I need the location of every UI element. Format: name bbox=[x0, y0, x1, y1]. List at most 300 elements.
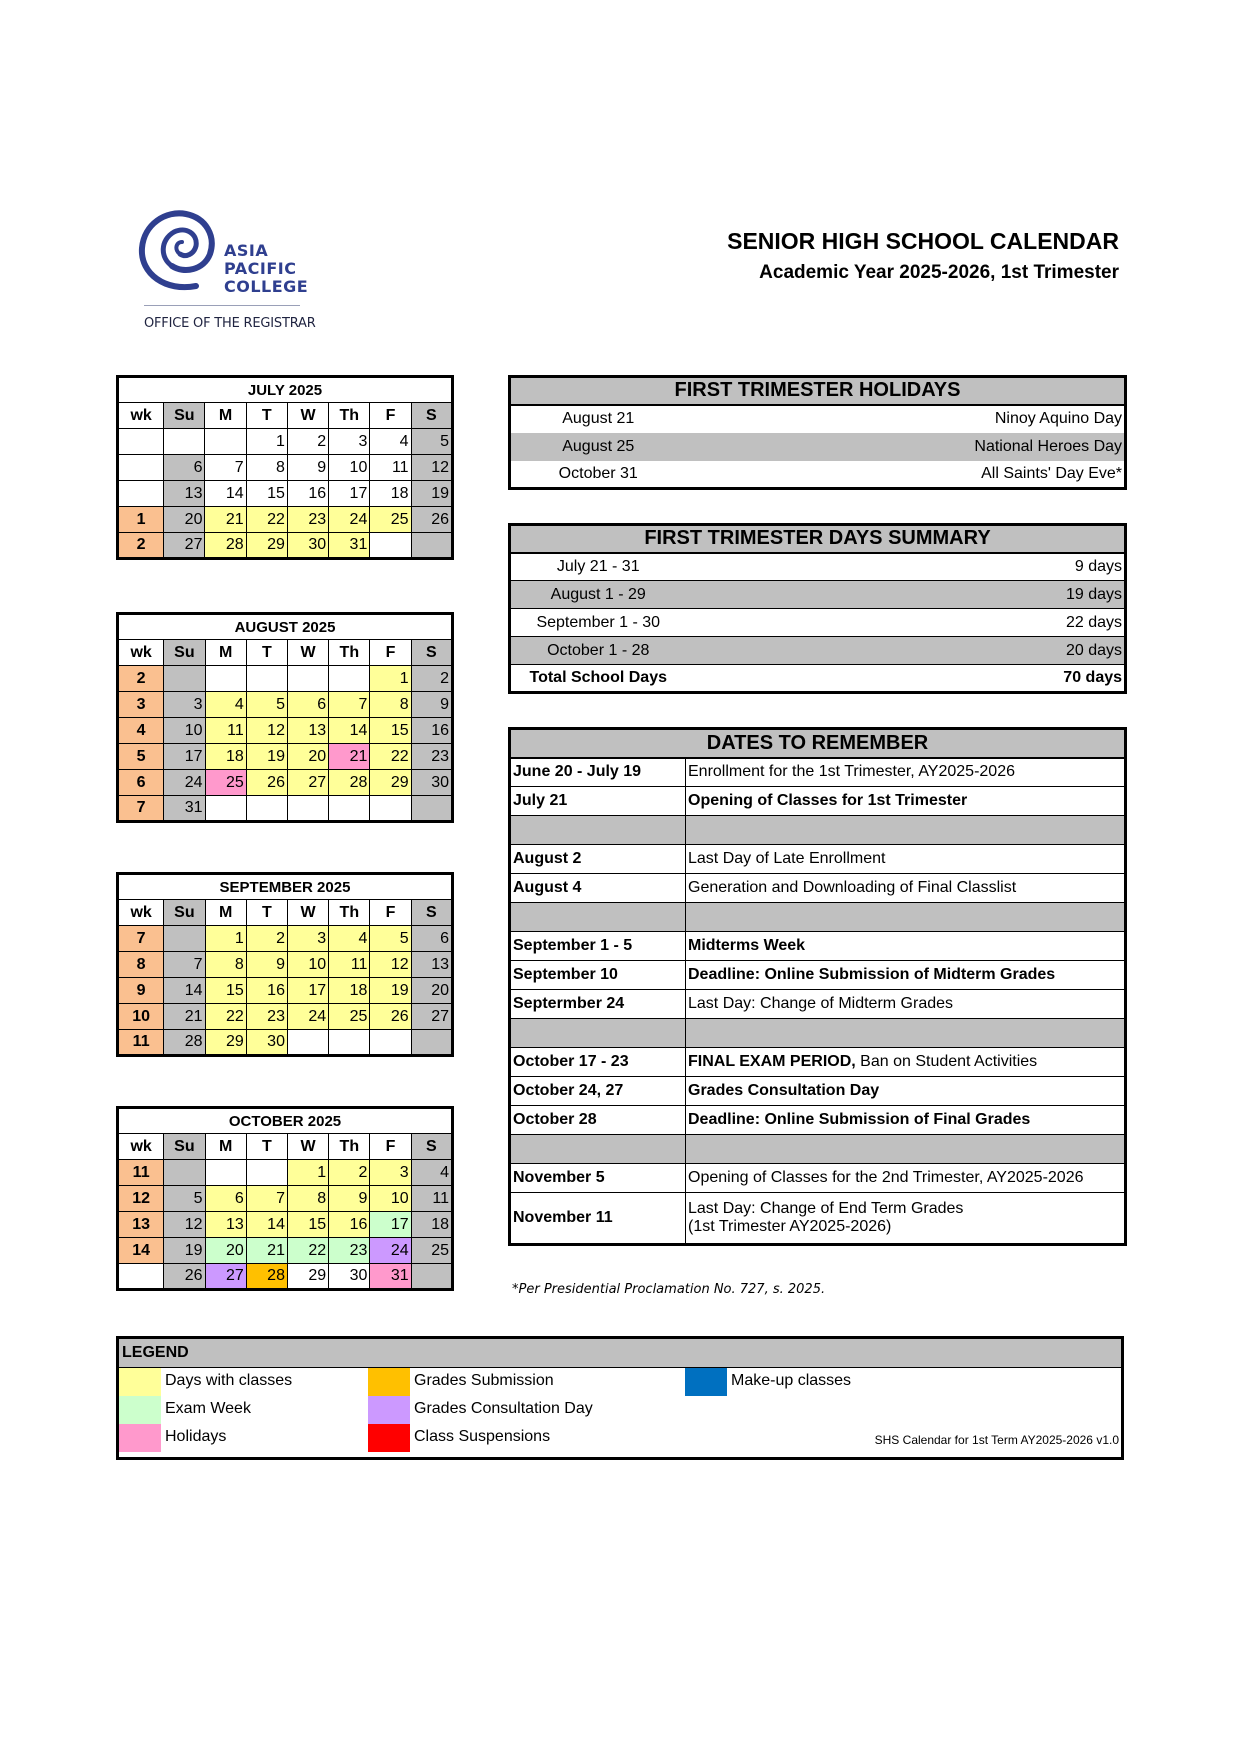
day-header: W bbox=[287, 640, 328, 666]
day-cell: 7 bbox=[205, 455, 246, 481]
summary-range: October 1 - 28 bbox=[510, 637, 686, 665]
page-subtitle: Academic Year 2025-2026, 1st Trimester bbox=[759, 262, 1119, 283]
day-header: M bbox=[205, 403, 246, 429]
day-cell: 23 bbox=[329, 1238, 370, 1264]
week-row bbox=[118, 1186, 453, 1212]
day-cell: 27 bbox=[205, 1264, 246, 1290]
day-cell: 20 bbox=[287, 744, 328, 770]
day-cell: 13 bbox=[164, 481, 205, 507]
day-cell bbox=[370, 533, 411, 559]
week-row bbox=[118, 926, 453, 952]
spacer-cell bbox=[510, 1019, 686, 1048]
week-number: 8 bbox=[118, 952, 164, 978]
day-cell: 8 bbox=[370, 692, 411, 718]
day-cell: 18 bbox=[370, 481, 411, 507]
day-header: wk bbox=[118, 1134, 164, 1160]
day-cell bbox=[411, 796, 452, 822]
spacer-cell bbox=[510, 1135, 686, 1164]
spacer-cell bbox=[686, 1019, 1126, 1048]
holiday-row bbox=[510, 461, 1126, 489]
day-cell: 20 bbox=[164, 507, 205, 533]
day-cell: 6 bbox=[164, 455, 205, 481]
day-cell: 25 bbox=[411, 1238, 452, 1264]
week-number: 5 bbox=[118, 744, 164, 770]
day-cell: 29 bbox=[370, 770, 411, 796]
day-cell: 14 bbox=[205, 481, 246, 507]
event-date: August 2 bbox=[510, 845, 686, 874]
day-header: Su bbox=[164, 900, 205, 926]
legend-swatch bbox=[685, 1368, 727, 1396]
day-cell: 1 bbox=[287, 1160, 328, 1186]
day-cell: 28 bbox=[246, 1264, 287, 1290]
summary-total-row bbox=[510, 665, 1126, 693]
event-description bbox=[686, 787, 1126, 816]
month-title: AUGUST 2025 bbox=[118, 614, 453, 640]
day-header: F bbox=[370, 640, 411, 666]
college-logo bbox=[136, 208, 316, 338]
version-label: SHS Calendar for 1st Term AY2025-2026 v1.0 bbox=[874, 1433, 1119, 1447]
event-description bbox=[686, 845, 1126, 874]
event-description bbox=[686, 932, 1126, 961]
holidays-title: FIRST TRIMESTER HOLIDAYS bbox=[510, 377, 1126, 405]
day-header: W bbox=[287, 1134, 328, 1160]
day-cell: 24 bbox=[329, 507, 370, 533]
spacer-row bbox=[510, 903, 1126, 932]
day-cell: 16 bbox=[411, 718, 452, 744]
event-date: October 28 bbox=[510, 1106, 686, 1135]
day-cell: 21 bbox=[246, 1238, 287, 1264]
week-row bbox=[118, 481, 453, 507]
day-cell: 13 bbox=[287, 718, 328, 744]
day-header: Th bbox=[329, 640, 370, 666]
week-number bbox=[118, 481, 164, 507]
day-cell: 5 bbox=[411, 429, 452, 455]
day-header: S bbox=[411, 403, 452, 429]
spacer-cell bbox=[686, 1135, 1126, 1164]
day-header: S bbox=[411, 900, 452, 926]
event-date: September 10 bbox=[510, 961, 686, 990]
day-cell: 30 bbox=[411, 770, 452, 796]
day-cell: 26 bbox=[411, 507, 452, 533]
day-cell bbox=[164, 666, 205, 692]
event-description bbox=[686, 874, 1126, 903]
event-bold-text: Deadline: Online Submission of Final Grades bbox=[688, 1111, 1031, 1128]
day-cell: 12 bbox=[370, 952, 411, 978]
day-cell: 4 bbox=[411, 1160, 452, 1186]
date-row bbox=[510, 932, 1126, 961]
day-cell: 17 bbox=[287, 978, 328, 1004]
day-header: T bbox=[246, 1134, 287, 1160]
day-cell: 21 bbox=[205, 507, 246, 533]
day-cell bbox=[205, 796, 246, 822]
day-header: M bbox=[205, 900, 246, 926]
legend-swatch bbox=[368, 1368, 410, 1396]
day-cell: 19 bbox=[370, 978, 411, 1004]
day-header: S bbox=[411, 640, 452, 666]
day-cell: 12 bbox=[164, 1212, 205, 1238]
month-calendar bbox=[116, 872, 454, 1057]
event-text: Opening of Classes for the 2nd Trimester, AY2025-2026 bbox=[688, 1169, 1084, 1186]
week-row bbox=[118, 796, 453, 822]
summary-days: 9 days bbox=[686, 553, 1126, 581]
event-bold-text: Midterms Week bbox=[688, 937, 806, 954]
week-number: 2 bbox=[118, 666, 164, 692]
days-summary-table bbox=[508, 523, 1127, 694]
event-date: October 17 - 23 bbox=[510, 1048, 686, 1077]
day-header: M bbox=[205, 640, 246, 666]
day-cell: 17 bbox=[329, 481, 370, 507]
event-description bbox=[686, 1077, 1126, 1106]
day-header: wk bbox=[118, 640, 164, 666]
day-cell bbox=[287, 666, 328, 692]
month-title: JULY 2025 bbox=[118, 377, 453, 403]
day-cell: 22 bbox=[370, 744, 411, 770]
day-cell bbox=[287, 1030, 328, 1056]
event-description bbox=[686, 990, 1126, 1019]
day-header: Su bbox=[164, 403, 205, 429]
day-cell: 31 bbox=[370, 1264, 411, 1290]
day-cell bbox=[164, 926, 205, 952]
summary-row bbox=[510, 609, 1126, 637]
event-date: August 4 bbox=[510, 874, 686, 903]
day-cell: 30 bbox=[287, 533, 328, 559]
day-cell: 14 bbox=[164, 978, 205, 1004]
date-row bbox=[510, 1077, 1126, 1106]
date-row bbox=[510, 961, 1126, 990]
day-header: W bbox=[287, 403, 328, 429]
day-cell: 9 bbox=[246, 952, 287, 978]
event-text: Enrollment for the 1st Trimester, AY2025-2026 bbox=[688, 763, 1015, 781]
date-row bbox=[510, 758, 1126, 787]
legend-swatch bbox=[368, 1424, 410, 1452]
day-cell: 18 bbox=[329, 978, 370, 1004]
day-cell: 12 bbox=[246, 718, 287, 744]
week-row bbox=[118, 1030, 453, 1056]
day-cell bbox=[205, 666, 246, 692]
event-text-line2: (1st Trimester AY2025-2026) bbox=[688, 1218, 892, 1235]
day-cell: 3 bbox=[370, 1160, 411, 1186]
day-cell: 14 bbox=[329, 718, 370, 744]
day-header: Th bbox=[329, 1134, 370, 1160]
day-cell: 30 bbox=[246, 1030, 287, 1056]
holiday-name: All Saints' Day Eve* bbox=[981, 464, 1123, 482]
legend-swatch bbox=[119, 1424, 161, 1452]
week-number: 1 bbox=[118, 507, 164, 533]
day-cell bbox=[205, 429, 246, 455]
legend-label: Make-up classes bbox=[731, 1372, 852, 1389]
spacer-row bbox=[510, 1135, 1126, 1164]
legend-label: Days with classes bbox=[165, 1372, 293, 1389]
day-cell: 24 bbox=[164, 770, 205, 796]
day-cell bbox=[164, 1160, 205, 1186]
day-cell: 30 bbox=[329, 1264, 370, 1290]
summary-days: 19 days bbox=[686, 581, 1126, 609]
week-row bbox=[118, 1212, 453, 1238]
event-date: November 5 bbox=[510, 1164, 686, 1193]
week-number: 14 bbox=[118, 1238, 164, 1264]
day-cell: 29 bbox=[246, 533, 287, 559]
week-row bbox=[118, 692, 453, 718]
event-text: Last Day: Change of End Term Grades bbox=[688, 1200, 964, 1217]
logo-line-1: ASIA bbox=[224, 241, 269, 260]
day-cell: 21 bbox=[329, 744, 370, 770]
date-row bbox=[510, 1164, 1126, 1193]
day-cell: 25 bbox=[370, 507, 411, 533]
day-cell: 4 bbox=[370, 429, 411, 455]
day-cell: 27 bbox=[287, 770, 328, 796]
event-description bbox=[686, 961, 1126, 990]
day-cell: 19 bbox=[411, 481, 452, 507]
logo-divider bbox=[144, 305, 300, 306]
day-cell bbox=[329, 666, 370, 692]
legend-swatch bbox=[368, 1396, 410, 1424]
day-cell: 5 bbox=[246, 692, 287, 718]
day-cell: 2 bbox=[411, 666, 452, 692]
day-cell: 2 bbox=[287, 429, 328, 455]
day-cell: 23 bbox=[246, 1004, 287, 1030]
day-cell: 28 bbox=[164, 1030, 205, 1056]
day-cell: 1 bbox=[205, 926, 246, 952]
day-cell: 8 bbox=[246, 455, 287, 481]
day-header: Th bbox=[329, 403, 370, 429]
day-cell bbox=[411, 533, 452, 559]
day-cell: 29 bbox=[287, 1264, 328, 1290]
holiday-date: October 31 bbox=[558, 464, 638, 482]
day-cell: 17 bbox=[370, 1212, 411, 1238]
event-text: Generation and Downloading of Final Classlist bbox=[688, 879, 1017, 896]
event-date: Septermber 24 bbox=[510, 990, 686, 1019]
summary-range: September 1 - 30 bbox=[510, 609, 686, 637]
week-number: 7 bbox=[118, 926, 164, 952]
day-cell: 9 bbox=[287, 455, 328, 481]
day-cell: 26 bbox=[246, 770, 287, 796]
date-row bbox=[510, 1106, 1126, 1135]
day-cell: 31 bbox=[164, 796, 205, 822]
day-cell: 11 bbox=[370, 455, 411, 481]
day-cell: 11 bbox=[329, 952, 370, 978]
day-cell: 22 bbox=[246, 507, 287, 533]
day-header: Su bbox=[164, 1134, 205, 1160]
legend bbox=[116, 1336, 1124, 1460]
legend-label: Grades Consultation Day bbox=[414, 1400, 593, 1417]
day-header: Th bbox=[329, 900, 370, 926]
day-cell: 28 bbox=[329, 770, 370, 796]
week-number: 3 bbox=[118, 692, 164, 718]
week-number bbox=[118, 429, 164, 455]
summary-range: August 1 - 29 bbox=[510, 581, 686, 609]
event-bold-text: Opening of Classes for 1st Trimester bbox=[688, 792, 968, 809]
day-cell: 10 bbox=[370, 1186, 411, 1212]
day-cell: 1 bbox=[246, 429, 287, 455]
week-row bbox=[118, 666, 453, 692]
day-cell: 10 bbox=[329, 455, 370, 481]
day-header: F bbox=[370, 1134, 411, 1160]
day-cell: 24 bbox=[287, 1004, 328, 1030]
summary-row bbox=[510, 553, 1126, 581]
holiday-name: National Heroes Day bbox=[686, 433, 1126, 461]
day-cell: 22 bbox=[205, 1004, 246, 1030]
day-cell: 26 bbox=[370, 1004, 411, 1030]
spacer-cell bbox=[510, 903, 686, 932]
holiday-date: August 21 bbox=[562, 410, 635, 427]
day-cell: 3 bbox=[164, 692, 205, 718]
week-number: 12 bbox=[118, 1186, 164, 1212]
day-cell: 25 bbox=[329, 1004, 370, 1030]
day-cell bbox=[246, 796, 287, 822]
proclamation-note: *Per Presidential Proclamation No. 727, s. 2025. bbox=[512, 1282, 826, 1297]
logo-line-2: PACIFIC bbox=[224, 259, 297, 278]
event-date: June 20 - July 19 bbox=[510, 758, 686, 787]
day-cell bbox=[329, 1030, 370, 1056]
day-cell: 26 bbox=[164, 1264, 205, 1290]
day-cell bbox=[370, 796, 411, 822]
week-number bbox=[118, 455, 164, 481]
day-cell: 9 bbox=[329, 1186, 370, 1212]
day-cell: 2 bbox=[329, 1160, 370, 1186]
event-description bbox=[686, 758, 1126, 787]
week-number: 11 bbox=[118, 1160, 164, 1186]
spiral-logo-icon bbox=[136, 208, 222, 300]
date-row bbox=[510, 787, 1126, 816]
day-cell bbox=[287, 796, 328, 822]
day-cell: 19 bbox=[164, 1238, 205, 1264]
week-row bbox=[118, 1004, 453, 1030]
day-cell bbox=[329, 796, 370, 822]
day-cell bbox=[164, 429, 205, 455]
day-cell: 7 bbox=[246, 1186, 287, 1212]
spacer-cell bbox=[510, 816, 686, 845]
date-row bbox=[510, 990, 1126, 1019]
day-cell: 15 bbox=[370, 718, 411, 744]
day-cell: 20 bbox=[411, 978, 452, 1004]
day-cell bbox=[205, 1160, 246, 1186]
day-cell: 15 bbox=[246, 481, 287, 507]
holiday-row bbox=[510, 405, 1126, 433]
month-calendar bbox=[116, 1106, 454, 1291]
day-cell bbox=[246, 666, 287, 692]
day-cell: 20 bbox=[205, 1238, 246, 1264]
summary-title: FIRST TRIMESTER DAYS SUMMARY bbox=[510, 525, 1126, 553]
day-cell: 11 bbox=[411, 1186, 452, 1212]
legend-label: Class Suspensions bbox=[414, 1428, 551, 1445]
day-header: Su bbox=[164, 640, 205, 666]
week-row bbox=[118, 952, 453, 978]
event-date: October 24, 27 bbox=[510, 1077, 686, 1106]
day-cell: 31 bbox=[329, 533, 370, 559]
day-cell: 14 bbox=[246, 1212, 287, 1238]
day-header: T bbox=[246, 900, 287, 926]
event-bold-text: Grades Consultation Day bbox=[688, 1082, 880, 1099]
day-header: T bbox=[246, 403, 287, 429]
week-row bbox=[118, 1160, 453, 1186]
day-header: wk bbox=[118, 900, 164, 926]
month-title: OCTOBER 2025 bbox=[118, 1108, 453, 1134]
event-description bbox=[686, 1164, 1126, 1193]
day-cell: 16 bbox=[246, 978, 287, 1004]
day-cell: 18 bbox=[205, 744, 246, 770]
day-header: wk bbox=[118, 403, 164, 429]
week-number: 4 bbox=[118, 718, 164, 744]
logo-text bbox=[224, 242, 308, 296]
day-header: F bbox=[370, 403, 411, 429]
week-number: 6 bbox=[118, 770, 164, 796]
week-number bbox=[118, 1264, 164, 1290]
summary-total-days: 70 days bbox=[686, 665, 1126, 693]
event-bold-text: Deadline: Online Submission of Midterm Grades bbox=[688, 966, 1056, 983]
day-cell: 22 bbox=[287, 1238, 328, 1264]
week-row bbox=[118, 1238, 453, 1264]
holidays-table bbox=[508, 375, 1127, 490]
day-cell: 3 bbox=[287, 926, 328, 952]
logo-line-3: COLLEGE bbox=[224, 277, 309, 296]
event-date: July 21 bbox=[510, 787, 686, 816]
office-label: OFFICE OF THE REGISTRAR bbox=[144, 316, 316, 331]
day-cell: 24 bbox=[370, 1238, 411, 1264]
day-header: T bbox=[246, 640, 287, 666]
holiday-date: August 25 bbox=[510, 433, 686, 461]
dates-to-remember-table bbox=[508, 727, 1127, 1246]
legend-swatch bbox=[119, 1396, 161, 1424]
event-text: Last Day: Change of Midterm Grades bbox=[688, 995, 954, 1012]
page-title: SENIOR HIGH SCHOOL CALENDAR bbox=[727, 228, 1119, 254]
week-number: 2 bbox=[118, 533, 164, 559]
week-number: 9 bbox=[118, 978, 164, 1004]
day-cell: 15 bbox=[287, 1212, 328, 1238]
event-description bbox=[686, 1106, 1126, 1135]
week-number: 10 bbox=[118, 1004, 164, 1030]
day-cell: 4 bbox=[205, 692, 246, 718]
day-cell: 6 bbox=[205, 1186, 246, 1212]
week-row bbox=[118, 455, 453, 481]
day-header: W bbox=[287, 900, 328, 926]
summary-days: 22 days bbox=[686, 609, 1126, 637]
day-cell bbox=[411, 1030, 452, 1056]
day-cell: 9 bbox=[411, 692, 452, 718]
day-cell: 1 bbox=[370, 666, 411, 692]
week-row bbox=[118, 533, 453, 559]
day-cell bbox=[246, 1160, 287, 1186]
event-description bbox=[686, 1193, 1126, 1245]
holiday-name: Ninoy Aquino Day bbox=[994, 410, 1123, 427]
day-cell: 18 bbox=[411, 1212, 452, 1238]
week-row bbox=[118, 978, 453, 1004]
summary-total-label: Total School Days bbox=[510, 665, 686, 693]
date-row bbox=[510, 874, 1126, 903]
week-row bbox=[118, 1264, 453, 1290]
day-cell: 29 bbox=[205, 1030, 246, 1056]
day-cell: 17 bbox=[164, 744, 205, 770]
spacer-cell bbox=[686, 816, 1126, 845]
day-cell: 13 bbox=[411, 952, 452, 978]
week-row bbox=[118, 744, 453, 770]
day-header: M bbox=[205, 1134, 246, 1160]
week-number: 7 bbox=[118, 796, 164, 822]
day-cell: 4 bbox=[329, 926, 370, 952]
day-cell: 5 bbox=[164, 1186, 205, 1212]
spacer-cell bbox=[686, 903, 1126, 932]
summary-days: 20 days bbox=[686, 637, 1126, 665]
day-cell bbox=[411, 1264, 452, 1290]
day-cell: 10 bbox=[164, 718, 205, 744]
day-cell bbox=[370, 1030, 411, 1056]
day-cell: 13 bbox=[205, 1212, 246, 1238]
day-cell: 10 bbox=[287, 952, 328, 978]
day-cell: 8 bbox=[205, 952, 246, 978]
day-cell: 8 bbox=[287, 1186, 328, 1212]
day-cell: 5 bbox=[370, 926, 411, 952]
week-row bbox=[118, 507, 453, 533]
day-cell: 6 bbox=[287, 692, 328, 718]
